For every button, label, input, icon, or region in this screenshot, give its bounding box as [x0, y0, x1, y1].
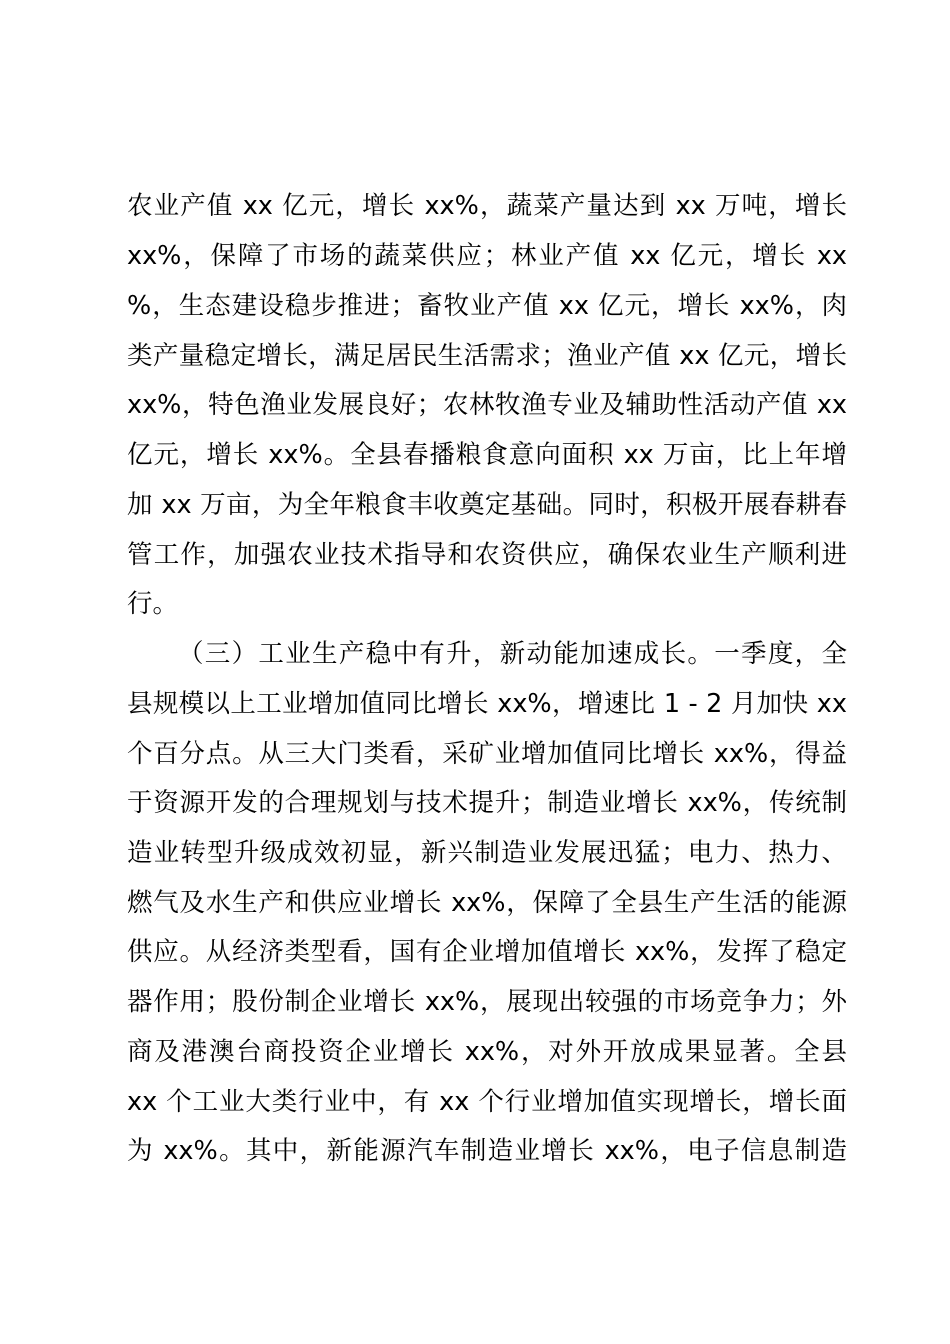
- text-line: 燃气及水生产和供应业增长 xx%，保障了全县生产生活的能源: [127, 888, 847, 918]
- text-line: 行。: [127, 589, 179, 619]
- text-line: 个百分点。从三大门类看，采矿业增加值同比增长 xx%，得益: [127, 739, 847, 769]
- text-line: 加 xx 万亩，为全年粮食丰收奠定基础。同时，积极开展春耕春: [127, 490, 847, 520]
- text-line: 造业转型升级成效初显，新兴制造业发展迅猛；电力、热力、: [127, 838, 847, 868]
- text-line: 管工作，加强农业技术指导和农资供应，确保农业生产顺利进: [127, 540, 847, 570]
- text-line: xx%，特色渔业发展良好；农林牧渔专业及辅助性活动产值 xx: [127, 390, 847, 420]
- text-line: 农业产值 xx 亿元，增长 xx%，蔬菜产量达到 xx 万吨，增长: [127, 191, 847, 221]
- section-heading-line: （三）工业生产稳中有升，新动能加速成长。一季度，全: [178, 639, 847, 669]
- text-line: 为 xx%。其中，新能源汽车制造业增长 xx%，电子信息制造: [127, 1136, 847, 1166]
- text-line: 县规模以上工业增加值同比增长 xx%，增速比 1 - 2 月加快 xx: [127, 689, 847, 719]
- text-line: 亿元，增长 xx%。全县春播粮食意向面积 xx 万亩，比上年增: [127, 440, 847, 470]
- text-line: xx 个工业大类行业中，有 xx 个行业增加值实现增长，增长面: [127, 1087, 847, 1117]
- text-line: 供应。从经济类型看，国有企业增加值增长 xx%，发挥了稳定: [127, 937, 847, 967]
- text-line: 商及港澳台商投资企业增长 xx%，对外开放成果显著。全县: [127, 1037, 847, 1067]
- text-line: 于资源开发的合理规划与技术提升；制造业增长 xx%，传统制: [127, 788, 847, 818]
- text-line: %，生态建设稳步推进；畜牧业产值 xx 亿元，增长 xx%，肉: [127, 291, 847, 321]
- text-line: xx%，保障了市场的蔬菜供应；林业产值 xx 亿元，增长 xx: [127, 241, 847, 271]
- text-line: 器作用；股份制企业增长 xx%，展现出较强的市场竞争力；外: [127, 987, 847, 1017]
- text-line: 类产量稳定增长，满足居民生活需求；渔业产值 xx 亿元，增长: [127, 341, 847, 371]
